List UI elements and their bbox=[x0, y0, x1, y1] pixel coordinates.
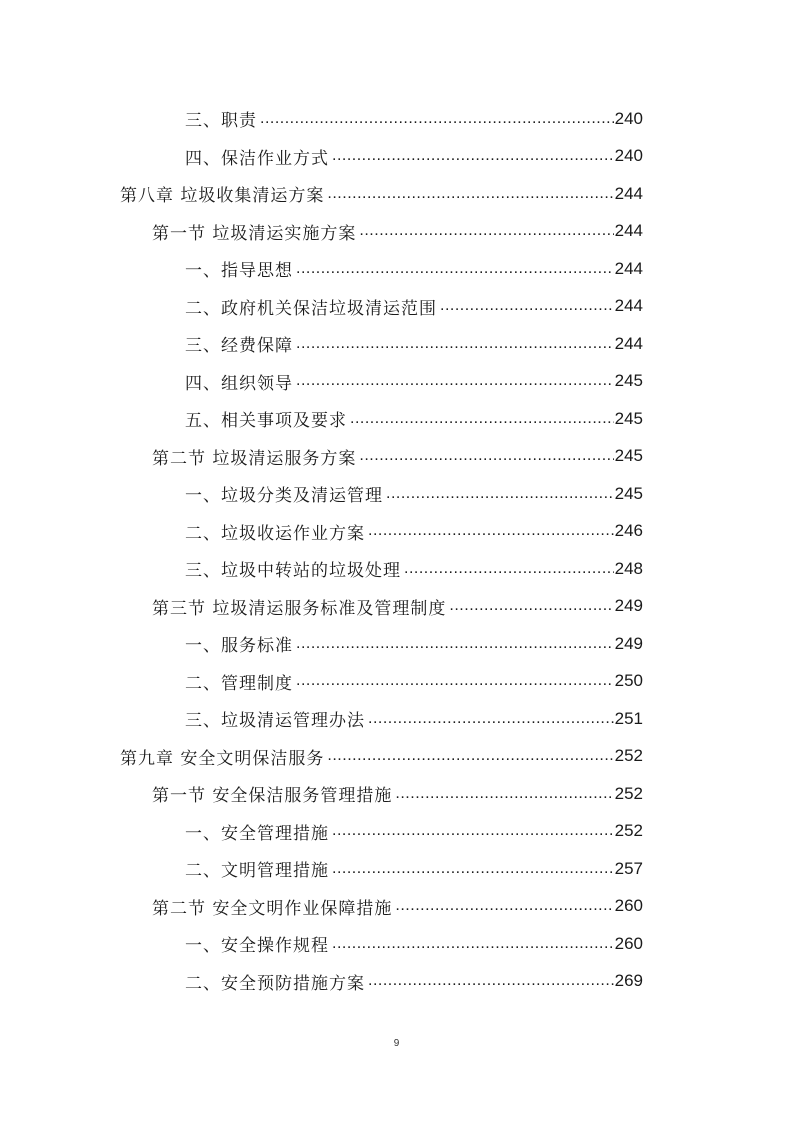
leader-dots bbox=[332, 147, 614, 165]
toc-entry-page: 252 bbox=[614, 783, 643, 803]
toc-entry[interactable] bbox=[185, 550, 643, 587]
toc-entry[interactable] bbox=[185, 963, 643, 1000]
leader-dots bbox=[332, 860, 614, 878]
leader-dots bbox=[296, 372, 614, 390]
leader-dots bbox=[440, 297, 614, 315]
toc-entry-section[interactable] bbox=[152, 438, 643, 475]
toc-entry-label: 一、垃圾分类及清运管理 bbox=[185, 486, 383, 506]
toc-entry-label: 第二节 安全文明作业保障措施 bbox=[152, 898, 393, 919]
leader-dots bbox=[296, 635, 614, 653]
toc-entry-page: 240 bbox=[614, 108, 643, 128]
toc-entry[interactable] bbox=[185, 813, 643, 850]
leader-dots bbox=[260, 110, 614, 128]
toc-entry-label: 四、组织领导 bbox=[185, 373, 293, 394]
leader-dots bbox=[332, 822, 614, 840]
toc-entry-label: 四、保洁作业方式 bbox=[185, 148, 329, 169]
leader-dots bbox=[327, 185, 613, 203]
leader-dots bbox=[332, 935, 614, 953]
toc-entry-page: 244 bbox=[614, 258, 643, 278]
toc-entry-label: 一、安全管理措施 bbox=[185, 823, 329, 844]
leader-dots bbox=[350, 410, 614, 428]
toc-entry[interactable] bbox=[185, 925, 643, 962]
toc-entry-page: 260 bbox=[614, 933, 643, 953]
leader-dots bbox=[404, 560, 614, 578]
toc-entry[interactable] bbox=[185, 850, 643, 887]
toc-entry-page: 249 bbox=[614, 633, 643, 653]
toc-entry-page: 249 bbox=[614, 596, 643, 615]
leader-dots bbox=[395, 785, 613, 803]
toc-entry-label: 第八章 垃圾收集清运方案 bbox=[120, 186, 325, 206]
toc-entry[interactable] bbox=[185, 663, 643, 700]
toc-entry[interactable] bbox=[185, 700, 643, 737]
leader-dots bbox=[296, 335, 614, 353]
toc-entry-chapter[interactable] bbox=[120, 738, 643, 775]
leader-dots bbox=[359, 447, 613, 465]
toc-entry-label: 第一节 垃圾清运实施方案 bbox=[152, 223, 357, 244]
toc-entry-label: 五、相关事项及要求 bbox=[185, 411, 347, 431]
toc-entry-label: 三、垃圾清运管理办法 bbox=[185, 711, 365, 731]
toc-entry-page: 248 bbox=[614, 558, 643, 578]
toc-entry-label: 三、经费保障 bbox=[185, 336, 293, 356]
leader-dots bbox=[386, 485, 614, 503]
toc-entry[interactable] bbox=[185, 475, 643, 512]
toc-entry-label: 第三节 垃圾清运服务标准及管理制度 bbox=[152, 598, 447, 619]
toc-entry-page: 244 bbox=[614, 333, 643, 353]
toc-entry-section[interactable] bbox=[152, 588, 643, 625]
toc-entry-chapter[interactable] bbox=[120, 175, 643, 212]
leader-dots bbox=[359, 222, 613, 240]
toc-entry-label: 第一节 安全保洁服务管理措施 bbox=[152, 786, 393, 806]
toc-entry-label: 三、职责 bbox=[185, 111, 257, 131]
toc-entry[interactable] bbox=[185, 325, 643, 362]
page-number: 9 bbox=[393, 1038, 400, 1049]
toc-entry-page: 260 bbox=[614, 896, 643, 915]
toc-entry-page: 250 bbox=[614, 671, 643, 690]
toc-entry[interactable] bbox=[185, 250, 643, 287]
toc-entry[interactable] bbox=[185, 400, 643, 437]
toc-entry-page: 251 bbox=[614, 708, 643, 728]
toc-entry[interactable] bbox=[185, 138, 643, 175]
toc-entry[interactable] bbox=[185, 100, 643, 137]
toc-entry-label: 二、管理制度 bbox=[185, 673, 293, 694]
toc-entry-label: 第二节 垃圾清运服务方案 bbox=[152, 448, 357, 469]
toc-entry-page: 244 bbox=[614, 183, 643, 203]
toc-entry-label: 二、文明管理措施 bbox=[185, 861, 329, 881]
toc-entry-label: 三、垃圾中转站的垃圾处理 bbox=[185, 561, 401, 581]
toc-entry[interactable] bbox=[185, 625, 643, 662]
leader-dots bbox=[395, 897, 613, 915]
toc-entry-label: 二、安全预防措施方案 bbox=[185, 973, 365, 994]
toc-entry-section[interactable] bbox=[152, 888, 643, 925]
leader-dots bbox=[449, 597, 613, 615]
toc-entry-page: 257 bbox=[614, 858, 643, 878]
leader-dots bbox=[368, 710, 614, 728]
toc-entry-label: 第九章 安全文明保洁服务 bbox=[120, 748, 325, 769]
leader-dots bbox=[327, 747, 613, 765]
toc-entry[interactable] bbox=[185, 363, 643, 400]
toc-entry-page: 245 bbox=[614, 446, 643, 465]
toc-entry-page: 245 bbox=[614, 371, 643, 390]
toc-entry-page: 244 bbox=[614, 221, 643, 240]
toc-entry-label: 二、垃圾收运作业方案 bbox=[185, 523, 365, 544]
toc-entry-label: 一、指导思想 bbox=[185, 261, 293, 281]
toc-entry-label: 一、服务标准 bbox=[185, 636, 293, 656]
toc-entry-label: 一、安全操作规程 bbox=[185, 936, 329, 956]
leader-dots bbox=[368, 972, 614, 990]
toc-entry-page: 244 bbox=[614, 296, 643, 315]
toc-entry-page: 246 bbox=[614, 521, 643, 540]
toc-entry-section[interactable] bbox=[152, 775, 643, 812]
toc-entry-page: 252 bbox=[614, 821, 643, 840]
toc-entry-section[interactable] bbox=[152, 213, 643, 250]
leader-dots bbox=[368, 522, 614, 540]
toc-entry-page: 245 bbox=[614, 483, 643, 503]
leader-dots bbox=[296, 672, 614, 690]
toc-entry[interactable] bbox=[185, 288, 643, 325]
toc-entry-label: 二、政府机关保洁垃圾清运范围 bbox=[185, 298, 437, 319]
toc-entry-page: 240 bbox=[614, 146, 643, 165]
toc-entry-page: 245 bbox=[614, 408, 643, 428]
toc-entry-page: 269 bbox=[614, 971, 643, 990]
toc-entry-page: 252 bbox=[614, 746, 643, 765]
leader-dots bbox=[296, 260, 614, 278]
toc-entry[interactable] bbox=[185, 513, 643, 550]
